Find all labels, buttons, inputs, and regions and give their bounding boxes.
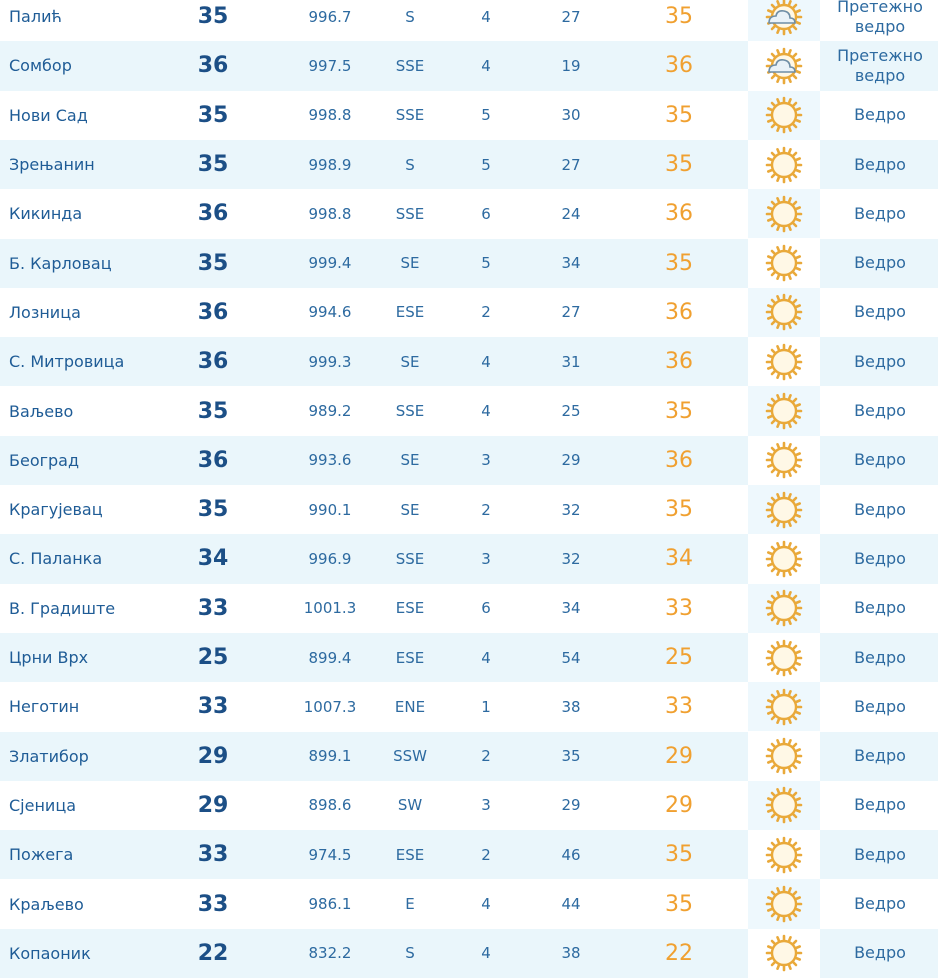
weather-icon-cell	[748, 879, 820, 928]
humidity-value: 31	[561, 352, 581, 371]
wind-speed: 5	[481, 254, 491, 273]
city-name: Ваљево	[9, 401, 74, 421]
weather-icon-cell	[748, 534, 820, 583]
sun-icon	[764, 884, 804, 924]
wind-direction: S	[405, 7, 415, 26]
feels-like-temperature: 34	[665, 546, 693, 572]
pressure-value: 998.8	[308, 106, 352, 125]
feels-like-temperature: 36	[665, 349, 693, 375]
description-line-1: Ведро	[854, 598, 906, 618]
sun-icon	[764, 490, 804, 530]
wind-direction: S	[405, 155, 415, 174]
table-row	[0, 781, 938, 830]
city-name: Краљево	[9, 894, 84, 914]
pressure-value: 996.9	[308, 549, 352, 568]
city-name: Златибор	[9, 746, 89, 766]
description-line-1: Ведро	[854, 203, 906, 223]
wind-direction: E	[405, 895, 415, 914]
description-line-1: Ведро	[854, 302, 906, 322]
city-name: Копаоник	[9, 943, 91, 963]
pressure-value: 898.6	[308, 796, 352, 815]
feels-like-temperature: 35	[665, 497, 693, 523]
pressure-value: 899.4	[308, 648, 352, 667]
partly-cloudy-icon	[764, 46, 804, 86]
wind-speed: 1	[481, 697, 491, 716]
feels-like-temperature: 36	[665, 299, 693, 325]
wind-direction: SE	[400, 254, 420, 273]
weather-description	[822, 288, 938, 337]
description-line-1: Претежно	[837, 45, 923, 65]
humidity-value: 32	[561, 549, 581, 568]
feels-like-temperature: 36	[665, 447, 693, 473]
sun-icon	[764, 736, 804, 776]
wind-speed: 4	[481, 402, 491, 421]
weather-description	[822, 0, 938, 41]
humidity-value: 32	[561, 500, 581, 519]
city-name: Зрењанин	[9, 155, 95, 175]
sun-icon	[764, 292, 804, 332]
sun-icon	[764, 194, 804, 234]
humidity-value: 34	[561, 599, 581, 618]
pressure-value: 899.1	[308, 747, 352, 766]
humidity-value: 38	[561, 944, 581, 963]
temperature-value: 36	[197, 349, 229, 375]
wind-direction: SSE	[395, 549, 425, 568]
temperature-value: 29	[197, 792, 229, 818]
wind-speed: 6	[481, 204, 491, 223]
weather-icon-cell	[748, 584, 820, 633]
city-name: Кикинда	[9, 204, 83, 224]
wind-direction: ESE	[395, 303, 425, 322]
city-name: Палић	[9, 7, 62, 27]
weather-description	[822, 929, 938, 978]
temperature-value: 36	[197, 53, 229, 79]
weather-description	[822, 386, 938, 435]
wind-speed: 6	[481, 599, 491, 618]
temperature-value: 35	[197, 497, 229, 523]
feels-like-temperature: 29	[665, 792, 693, 818]
table-row	[0, 189, 938, 238]
feels-like-temperature: 35	[665, 398, 693, 424]
weather-description	[822, 732, 938, 781]
wind-direction: SSW	[393, 747, 427, 766]
weather-description	[822, 337, 938, 386]
sun-icon	[764, 835, 804, 875]
humidity-value: 35	[561, 747, 581, 766]
weather-icon-cell	[748, 781, 820, 830]
weather-icon-cell	[748, 830, 820, 879]
temperature-value: 35	[197, 102, 229, 128]
sun-icon	[764, 785, 804, 825]
feels-like-temperature: 35	[665, 250, 693, 276]
table-row	[0, 682, 938, 731]
weather-description	[822, 633, 938, 682]
pressure-value: 974.5	[308, 845, 352, 864]
weather-description	[822, 239, 938, 288]
weather-icon-cell	[748, 337, 820, 386]
table-row	[0, 140, 938, 189]
weather-description	[822, 436, 938, 485]
temperature-value: 25	[197, 645, 229, 671]
description-line-1: Ведро	[854, 647, 906, 667]
feels-like-temperature: 25	[665, 645, 693, 671]
weather-icon-cell	[748, 386, 820, 435]
temperature-value: 35	[197, 152, 229, 178]
weather-icon-cell	[748, 633, 820, 682]
weather-description	[822, 534, 938, 583]
feels-like-temperature: 33	[665, 595, 693, 621]
pressure-value: 989.2	[308, 402, 352, 421]
city-name: С. Паланка	[9, 549, 103, 569]
weather-description	[822, 41, 938, 90]
wind-direction: SE	[400, 451, 420, 470]
city-name: В. Градиште	[9, 598, 116, 618]
description-line-1: Ведро	[854, 943, 906, 963]
description-line-2: ведро	[854, 16, 906, 36]
table-row	[0, 534, 938, 583]
wind-speed: 4	[481, 56, 491, 75]
table-row	[0, 830, 938, 879]
description-line-1: Ведро	[854, 105, 906, 125]
sun-icon	[764, 440, 804, 480]
temperature-value: 34	[197, 546, 229, 572]
weather-icon-cell	[748, 682, 820, 731]
sun-icon	[764, 342, 804, 382]
humidity-value: 19	[561, 56, 581, 75]
description-line-1: Ведро	[854, 795, 906, 815]
pressure-value: 996.7	[308, 7, 352, 26]
temperature-value: 22	[197, 940, 229, 966]
pressure-value: 832.2	[308, 944, 352, 963]
feels-like-temperature: 35	[665, 102, 693, 128]
temperature-value: 36	[197, 447, 229, 473]
city-name: Неготин	[9, 697, 80, 717]
humidity-value: 29	[561, 796, 581, 815]
city-name: Пожега	[9, 845, 74, 865]
weather-description	[822, 584, 938, 633]
city-name: Београд	[9, 450, 80, 470]
table-row	[0, 879, 938, 928]
city-name: Црни Врх	[9, 648, 89, 668]
humidity-value: 34	[561, 254, 581, 273]
city-name: Сомбор	[9, 56, 72, 76]
wind-speed: 5	[481, 155, 491, 174]
wind-direction: ESE	[395, 599, 425, 618]
description-line-1: Ведро	[854, 746, 906, 766]
description-line-1: Ведро	[854, 154, 906, 174]
weather-icon-cell	[748, 929, 820, 978]
wind-speed: 5	[481, 106, 491, 125]
wind-speed: 4	[481, 7, 491, 26]
pressure-value: 1007.3	[303, 697, 357, 716]
sun-icon	[764, 243, 804, 283]
table-row	[0, 485, 938, 534]
wind-speed: 3	[481, 796, 491, 815]
humidity-value: 27	[561, 155, 581, 174]
wind-direction: SE	[400, 500, 420, 519]
pressure-value: 986.1	[308, 895, 352, 914]
description-line-1: Ведро	[854, 401, 906, 421]
weather-icon-cell	[748, 0, 820, 41]
temperature-value: 36	[197, 201, 229, 227]
sun-icon	[764, 588, 804, 628]
city-name: С. Митровица	[9, 352, 125, 372]
city-name: Б. Карловац	[9, 253, 112, 273]
humidity-value: 44	[561, 895, 581, 914]
table-row	[0, 0, 938, 41]
temperature-value: 33	[197, 842, 229, 868]
pressure-value: 993.6	[308, 451, 352, 470]
description-line-1: Ведро	[854, 548, 906, 568]
weather-description	[822, 485, 938, 534]
city-name: Нови Сад	[9, 105, 88, 125]
humidity-value: 54	[561, 648, 581, 667]
sun-icon	[764, 687, 804, 727]
weather-icon-cell	[748, 732, 820, 781]
temperature-value: 35	[197, 4, 229, 30]
description-line-1: Ведро	[854, 844, 906, 864]
table-row	[0, 91, 938, 140]
wind-direction: ESE	[395, 648, 425, 667]
feels-like-temperature: 36	[665, 201, 693, 227]
feels-like-temperature: 35	[665, 891, 693, 917]
table-row	[0, 633, 938, 682]
wind-direction: SSE	[395, 204, 425, 223]
feels-like-temperature: 22	[665, 940, 693, 966]
pressure-value: 990.1	[308, 500, 352, 519]
wind-speed: 2	[481, 500, 491, 519]
sun-icon	[764, 539, 804, 579]
humidity-value: 29	[561, 451, 581, 470]
temperature-value: 35	[197, 250, 229, 276]
feels-like-temperature: 35	[665, 4, 693, 30]
wind-speed: 4	[481, 352, 491, 371]
sun-icon	[764, 391, 804, 431]
wind-direction: SW	[397, 796, 423, 815]
description-line-1: Ведро	[854, 253, 906, 273]
humidity-value: 27	[561, 303, 581, 322]
temperature-value: 35	[197, 398, 229, 424]
feels-like-temperature: 33	[665, 694, 693, 720]
table-row	[0, 436, 938, 485]
wind-direction: ESE	[395, 845, 425, 864]
humidity-value: 24	[561, 204, 581, 223]
temperature-value: 29	[197, 743, 229, 769]
sun-icon	[764, 145, 804, 185]
weather-icon-cell	[748, 288, 820, 337]
weather-icon-cell	[748, 41, 820, 90]
humidity-value: 46	[561, 845, 581, 864]
wind-direction: ENE	[394, 697, 426, 716]
feels-like-temperature: 29	[665, 743, 693, 769]
city-name: Сјеница	[9, 795, 77, 815]
weather-icon-cell	[748, 436, 820, 485]
table-row	[0, 41, 938, 90]
wind-direction: SSE	[395, 56, 425, 75]
weather-description	[822, 830, 938, 879]
humidity-value: 38	[561, 697, 581, 716]
weather-icon-cell	[748, 485, 820, 534]
temperature-value: 33	[197, 595, 229, 621]
pressure-value: 998.8	[308, 204, 352, 223]
weather-description	[822, 682, 938, 731]
pressure-value: 994.6	[308, 303, 352, 322]
humidity-value: 27	[561, 7, 581, 26]
wind-speed: 3	[481, 549, 491, 568]
feels-like-temperature: 36	[665, 53, 693, 79]
weather-description	[822, 140, 938, 189]
description-line-1: Ведро	[854, 450, 906, 470]
sun-icon	[764, 638, 804, 678]
wind-direction: SE	[400, 352, 420, 371]
city-name: Крагујевац	[9, 500, 103, 520]
weather-icon-cell	[748, 140, 820, 189]
pressure-value: 998.9	[308, 155, 352, 174]
sun-icon	[764, 95, 804, 135]
table-row	[0, 386, 938, 435]
table-row	[0, 239, 938, 288]
wind-speed: 4	[481, 944, 491, 963]
table-row	[0, 929, 938, 978]
table-row	[0, 288, 938, 337]
wind-speed: 4	[481, 648, 491, 667]
table-row	[0, 337, 938, 386]
pressure-value: 997.5	[308, 56, 352, 75]
weather-icon-cell	[748, 91, 820, 140]
partly-cloudy-icon	[764, 0, 804, 37]
description-line-2: ведро	[854, 65, 906, 85]
weather-icon-cell	[748, 189, 820, 238]
sun-icon	[764, 933, 804, 973]
city-name: Лозница	[9, 302, 81, 322]
table-row	[0, 584, 938, 633]
description-line-1: Претежно	[837, 0, 923, 16]
weather-description	[822, 189, 938, 238]
wind-speed: 3	[481, 451, 491, 470]
humidity-value: 30	[561, 106, 581, 125]
wind-direction: SSE	[395, 106, 425, 125]
feels-like-temperature: 35	[665, 152, 693, 178]
weather-icon-cell	[748, 239, 820, 288]
wind-speed: 2	[481, 747, 491, 766]
weather-description	[822, 879, 938, 928]
wind-direction: SSE	[395, 402, 425, 421]
humidity-value: 25	[561, 402, 581, 421]
wind-speed: 2	[481, 845, 491, 864]
wind-direction: S	[405, 944, 415, 963]
temperature-value: 36	[197, 299, 229, 325]
pressure-value: 999.3	[308, 352, 352, 371]
description-line-1: Ведро	[854, 499, 906, 519]
weather-description	[822, 781, 938, 830]
description-line-1: Ведро	[854, 894, 906, 914]
pressure-value: 999.4	[308, 254, 352, 273]
feels-like-temperature: 35	[665, 842, 693, 868]
description-line-1: Ведро	[854, 696, 906, 716]
pressure-value: 1001.3	[303, 599, 357, 618]
temperature-value: 33	[197, 891, 229, 917]
table-row	[0, 732, 938, 781]
weather-description	[822, 91, 938, 140]
wind-speed: 4	[481, 895, 491, 914]
temperature-value: 33	[197, 694, 229, 720]
description-line-1: Ведро	[854, 351, 906, 371]
wind-speed: 2	[481, 303, 491, 322]
